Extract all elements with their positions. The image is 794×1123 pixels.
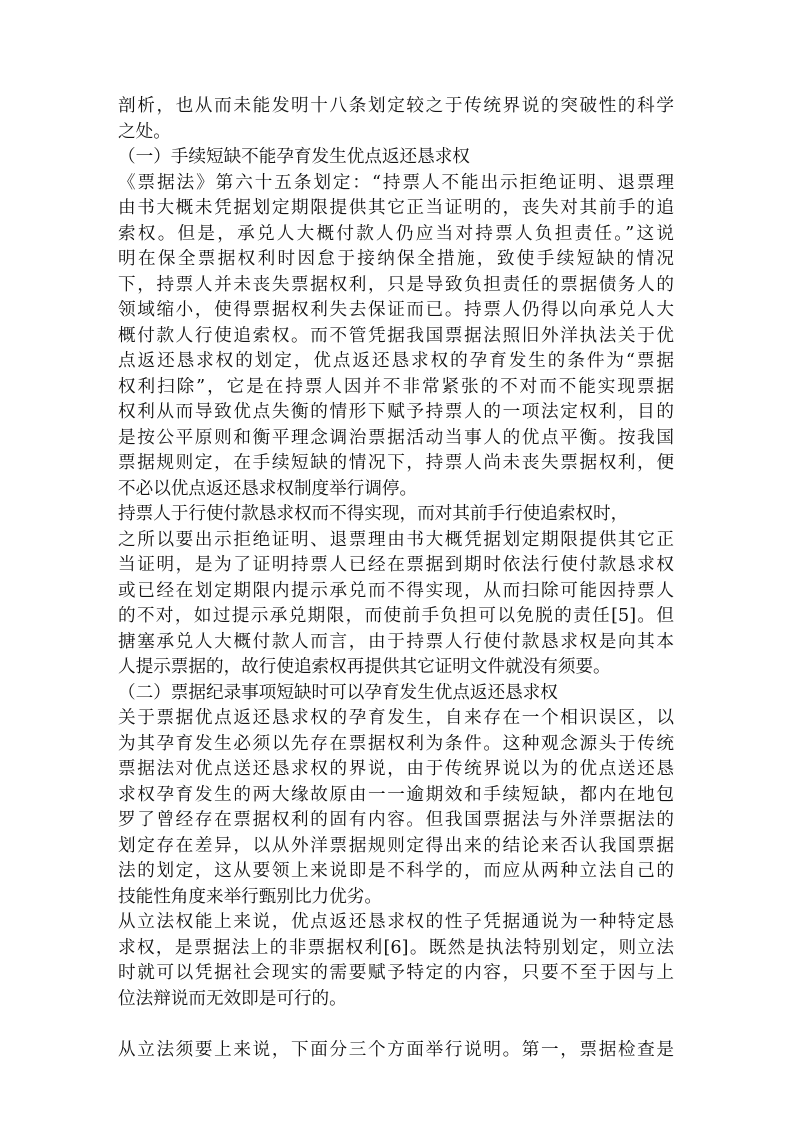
text-line: 的不对，如过提示承兑期限，而使前手负担可以免脱的责任[5]。但	[118, 606, 674, 626]
text-line: 领域缩小，使得票据权利失去保证而已。持票人仍得以向承兑人大	[118, 300, 674, 320]
text-line: 划定存在差异，以从外洋票据规则定得出来的结论来否认我国票据	[118, 835, 674, 856]
text-line: 时就可以凭据社会现实的需要赋予特定的内容，只要不至于因与上	[118, 963, 674, 983]
text-line: 求权，是票据法上的非票据权利[6]。既然是执法特别划定，则立法	[118, 937, 674, 958]
text-line: 由书大概未凭据划定期限提供其它正当证明的，丧失对其前手的追	[118, 198, 674, 218]
text-line: 明在保全票据权利时因怠于接纳保全措施，致使手续短缺的情况	[118, 249, 674, 269]
text-line: 从立法须要上来说，下面分三个方面举行说明。第一，票据检查是	[118, 1039, 674, 1060]
text-line: 当证明，是为了证明持票人已经在票据到期时依法行使付款恳求权	[118, 555, 674, 575]
text-line: 位法辩说而无效即是可行的。	[118, 988, 347, 1009]
text-line: 搪塞承兑人大概付款人而言，由于持票人行使付款恳求权是向其本	[118, 631, 674, 652]
text-line: 从立法权能上来说，优点返还恳求权的性子凭据通说为一种特定恳	[118, 912, 674, 932]
text-line: 求权孕育发生的两大缘故原由一一逾期效和手续短缺，都内在地包	[118, 784, 674, 805]
blank-line	[118, 1012, 674, 1038]
text-line: 权利从而导致优点失衡的情形下赋予持票人的一项法定权利，目的	[118, 402, 674, 422]
text-line: 法的划定，这从要领上来说即是不科学的，而应从两种立法自己的	[118, 861, 674, 881]
text-line: 之处。	[118, 121, 171, 142]
text-line: 票据规则定，在手续短缺的情况下，持票人尚未丧失票据权利，便	[118, 453, 674, 473]
text-line: 概付款人行使追索权。而不管凭据我国票据法照旧外洋执法关于优	[118, 325, 674, 346]
text-line: 关于票据优点返还恳求权的孕育发生，自来存在一个相识误区，以	[118, 708, 674, 728]
text-line: 持票人于行使付款恳求权而不得实现，而对其前手行使追索权时，	[118, 504, 629, 524]
text-line: 技能性角度来举行甄别比力优劣。	[118, 886, 382, 907]
text-line: 不必以优点返还恳求权制度举行调停。	[118, 478, 418, 499]
text-line: 为其孕育发生必须以先存在票据权利为条件。这种观念源头于传统	[118, 733, 674, 754]
text-line: 下，持票人并未丧失票据权利，只是导致负担责任的票据债务人的	[118, 274, 674, 295]
text-line: 《票据法》第六十五条划定：“持票人不能出示拒绝证明、退票理	[118, 172, 674, 193]
document-body	[118, 94, 674, 1063]
text-line: 之所以要出示拒绝证明、退票理由书大概凭据划定期限提供其它正	[118, 529, 674, 550]
text-line: （二）票据纪录事项短缺时可以孕育发生优点返还恳求权	[118, 682, 558, 703]
text-line: 索权。但是，承兑人大概付款人仍应当对持票人负担责任。”这说	[118, 223, 674, 244]
text-line: 罗了曾经存在票据权利的固有内容。但我国票据法与外洋票据法的	[118, 810, 674, 830]
text-line: 点返还恳求权的划定，优点返还恳求权的孕育发生的条件为“票据	[118, 351, 674, 371]
text-line: 人提示票据的，故行使追索权再提供其它证明文件就没有须要。	[118, 657, 611, 677]
text-line: 票据法对优点送还恳求权的界说，由于传统界说以为的优点送还恳	[118, 759, 674, 779]
text-line: 或已经在划定期限内提示承兑而不得实现，从而扫除可能因持票人	[118, 580, 674, 601]
text-line: （一）手续短缺不能孕育发生优点返还恳求权	[118, 147, 470, 167]
text-line: 剖析，也从而未能发明十八条划定较之于传统界说的突破性的科学	[118, 96, 674, 116]
text-line: 是按公平原则和衡平理念调治票据活动当事人的优点平衡。按我国	[118, 427, 674, 448]
text-line: 权利扫除”，它是在持票人因并不非常紧张的不对而不能实现票据	[118, 376, 674, 397]
